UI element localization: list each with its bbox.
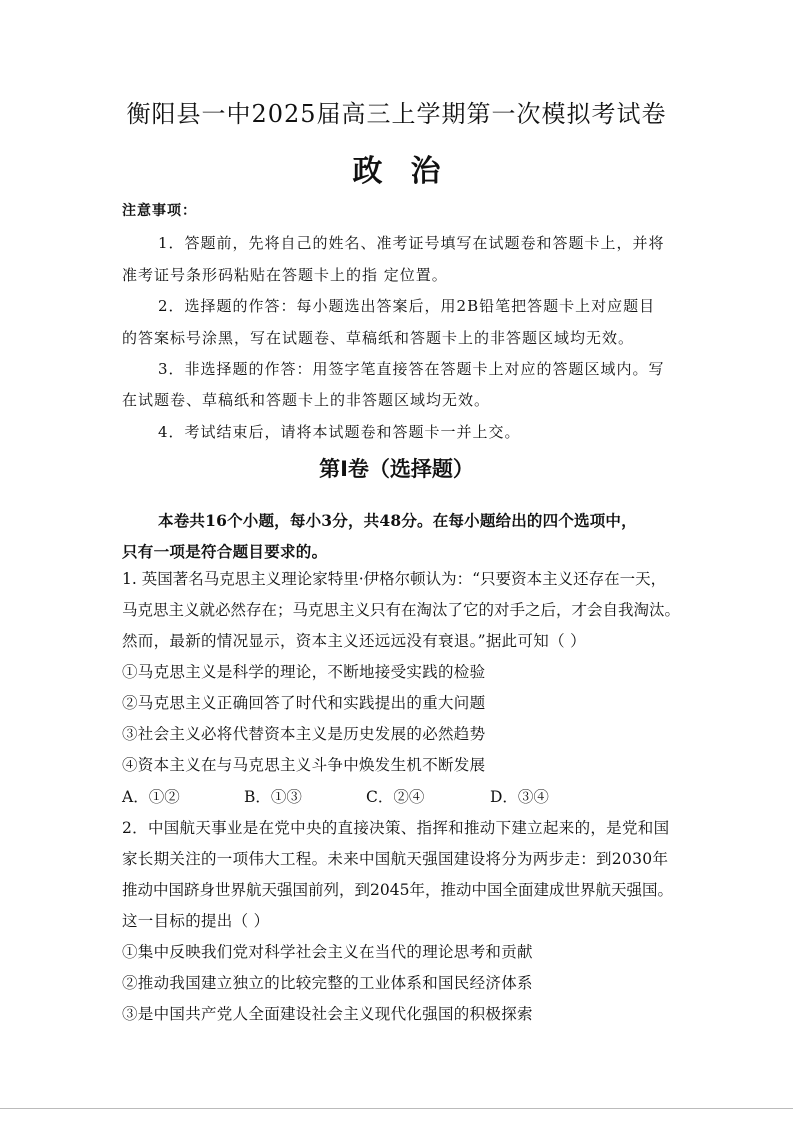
question-2-stem: 家长期关注的一项伟大工程。未来中国航天强国建设将分为两步走：到2030年 xyxy=(122,850,669,868)
question-1-stem: 1. 英国著名马克思主义理论家特里·伊格尔顿认为：“只要资本主义还存在一天， xyxy=(122,570,667,588)
question-1-item: ②马克思主义正确回答了时代和实践提出的重大问题 xyxy=(122,694,486,712)
note-line: 3．非选择题的作答：用签字笔直接答在答题卡上对应的答题区域内。写 xyxy=(158,360,665,378)
note-line: 2．选择题的作答：每小题选出答案后，用2B铅笔把答题卡上对应题目 xyxy=(158,297,656,315)
section-instruction: 本卷共16个小题，每小3分，共48分。在每小题给出的四个选项中， xyxy=(158,511,637,530)
question-2-stem: 2．中国航天事业是在党中央的直接决策、指挥和推动下建立起来的，是党和国 xyxy=(122,819,670,837)
note-line: 4．考试结束后，请将本试题卷和答题卡一并上交。 xyxy=(158,423,521,441)
note-line: 在试题卷、草稿纸和答题卡上的非答题区域均无效。 xyxy=(122,391,491,409)
exam-title: 衡阳县一中2025届高三上学期第一次模拟考试卷 xyxy=(126,100,667,128)
note-line: 1．答题前，先将自己的姓名、准考证号填写在试题卷和答题卡上，并将 xyxy=(158,234,665,252)
question-1-item: ①马克思主义是科学的理论，不断地接受实践的检验 xyxy=(122,663,486,681)
note-line: 准考证号条形码粘贴在答题卡上的指 定位置。 xyxy=(122,266,448,284)
note-line: 的答案标号涂黑，写在试题卷、草稿纸和答题卡上的非答题区域均无效。 xyxy=(122,329,635,347)
question-1-option-a: A．①② xyxy=(122,788,180,806)
question-1-item: ④资本主义在与马克思主义斗争中焕发生机不断发展 xyxy=(122,756,486,774)
question-1-stem: 然而，最新的情况显示，资本主义还远远没有衰退。”据此可知（ ） xyxy=(122,632,586,650)
notes-heading: 注意事项： xyxy=(122,203,197,219)
subject-title: 政治 xyxy=(352,154,469,189)
page-bottom-rule xyxy=(0,1108,793,1109)
question-2-item: ③是中国共产党人全面建设社会主义现代化强国的积极探索 xyxy=(122,1005,533,1023)
question-2-stem: 推动中国跻身世界航天强国前列，到2045年，推动中国全面建成世界航天强国。 xyxy=(122,881,673,899)
section-instruction: 只有一项是符合题目要求的。 xyxy=(122,542,328,561)
question-1-option-b: B．①③ xyxy=(244,788,302,806)
question-1-item: ③社会主义必将代替资本主义是历史发展的必然趋势 xyxy=(122,725,486,743)
question-1-stem: 马克思主义就必然存在；马克思主义只有在淘汰了它的对手之后，才会自我淘汰。 xyxy=(122,601,681,619)
section-title: 第Ⅰ卷（选择题） xyxy=(319,457,474,481)
question-2-item: ②推动我国建立独立的比较完整的工业体系和国民经济体系 xyxy=(122,974,533,992)
question-2-item: ①集中反映我们党对科学社会主义在当代的理论思考和贡献 xyxy=(122,943,533,961)
question-2-stem: 这一目标的提出（ ） xyxy=(122,912,270,930)
question-1-option-d: D．③④ xyxy=(490,788,549,806)
question-1-option-c: C．②④ xyxy=(366,788,425,806)
